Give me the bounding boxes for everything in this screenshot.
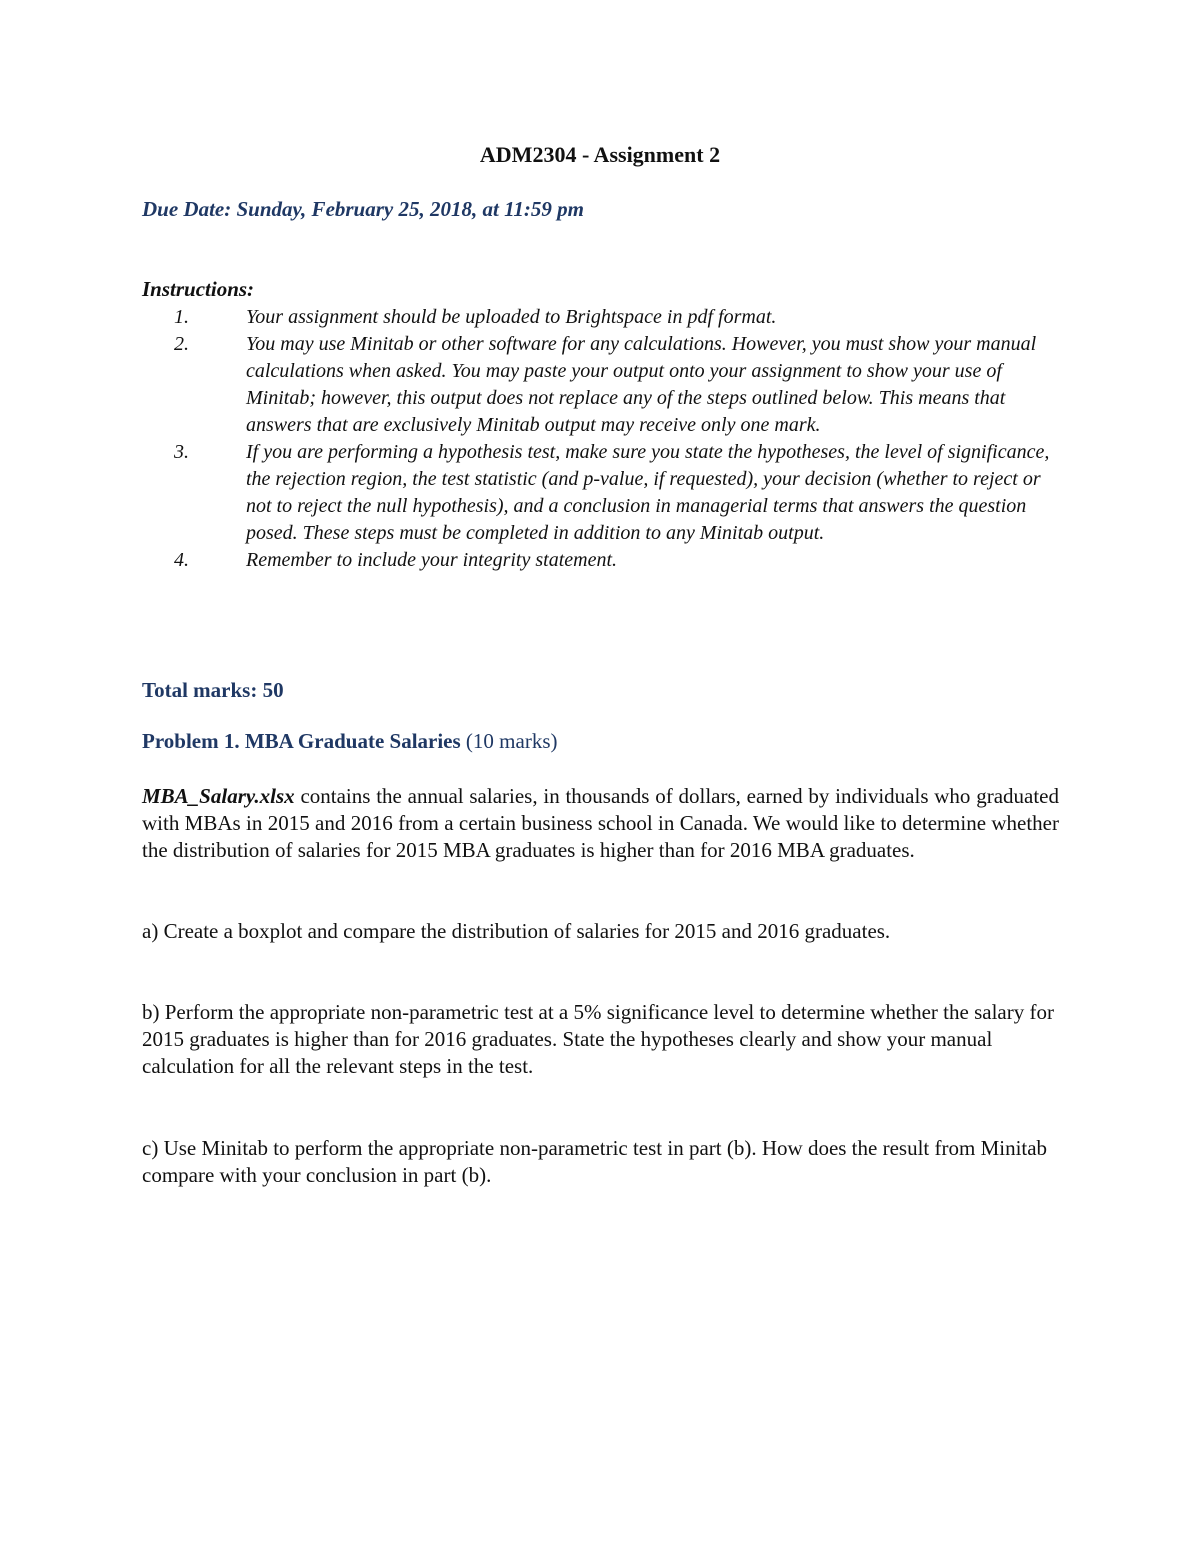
instruction-number: 3. bbox=[174, 441, 189, 463]
assignment-title: ADM2304 - Assignment 2 bbox=[479, 142, 721, 167]
question-part-c: c) Use Minitab to perform the appropriate non-parametric test in part (b). How does the result from Minitab compare with your conclusion in part (b). bbox=[142, 1136, 1048, 1187]
instruction-text: Remember to include your integrity statement. bbox=[246, 549, 618, 571]
data-file-name: MBA_Salary.xlsx bbox=[142, 784, 295, 808]
problem-1-marks: (10 marks) bbox=[460, 729, 558, 753]
problem-1-heading bbox=[142, 729, 557, 754]
instructions-list bbox=[142, 304, 1062, 574]
instruction-number: 4. bbox=[174, 549, 189, 571]
total-marks: Total marks: 50 bbox=[142, 678, 284, 702]
question-part-a: a) Create a boxplot and compare the distribution of salaries for 2015 and 2016 graduates. bbox=[142, 919, 891, 943]
problem-1-intro-text: contains the annual salaries, in thousands of dollars, earned by individuals who graduated with MBAs in 2015 and 2016 from a certain business school in Canada. We would like to determine whether the distribution of salaries for 2015 MBA graduates is higher than for 2016 MBA graduates. bbox=[142, 784, 1059, 862]
instruction-text: If you are performing a hypothesis test, make sure you state the hypotheses, the level of significance, the rejection region, the test statistic (and p-value, if requested), your decision (whether to reject or not to reject the null hypothesis), and a conclusion in managerial terms that answers the question posed. These steps must be completed in addition to any Minitab output. bbox=[246, 441, 1050, 544]
instructions-heading: Instructions: bbox=[142, 277, 255, 301]
problem-1-title: Problem 1. MBA Graduate Salaries bbox=[142, 729, 461, 753]
instruction-item bbox=[142, 304, 1062, 331]
instruction-item bbox=[142, 547, 1062, 574]
question-part-b: b) Perform the appropriate non-parametric test at a 5% significance level to determine whether the salary for 2015 graduates is higher than for 2016 graduates. State the hypotheses clearly and show your manual calculation for all the relevant steps in the test. bbox=[142, 1000, 1054, 1078]
problem-1-intro bbox=[142, 783, 1059, 864]
due-date: Due Date: Sunday, February 25, 2018, at 11:59 pm bbox=[142, 197, 584, 221]
instruction-number: 1. bbox=[174, 306, 189, 328]
instruction-text: Your assignment should be uploaded to Brightspace in pdf format. bbox=[246, 306, 777, 328]
instruction-number: 2. bbox=[174, 333, 189, 355]
instruction-item bbox=[142, 331, 1062, 439]
instruction-item bbox=[142, 439, 1062, 547]
instruction-text: You may use Minitab or other software for any calculations. However, you must show your manual calculations when asked. You may paste your output onto your assignment to show your use of Minitab; however, this output does not replace any of the steps outlined below. This means that answers that are exclusively Minitab output may receive only one mark. bbox=[246, 333, 1037, 436]
